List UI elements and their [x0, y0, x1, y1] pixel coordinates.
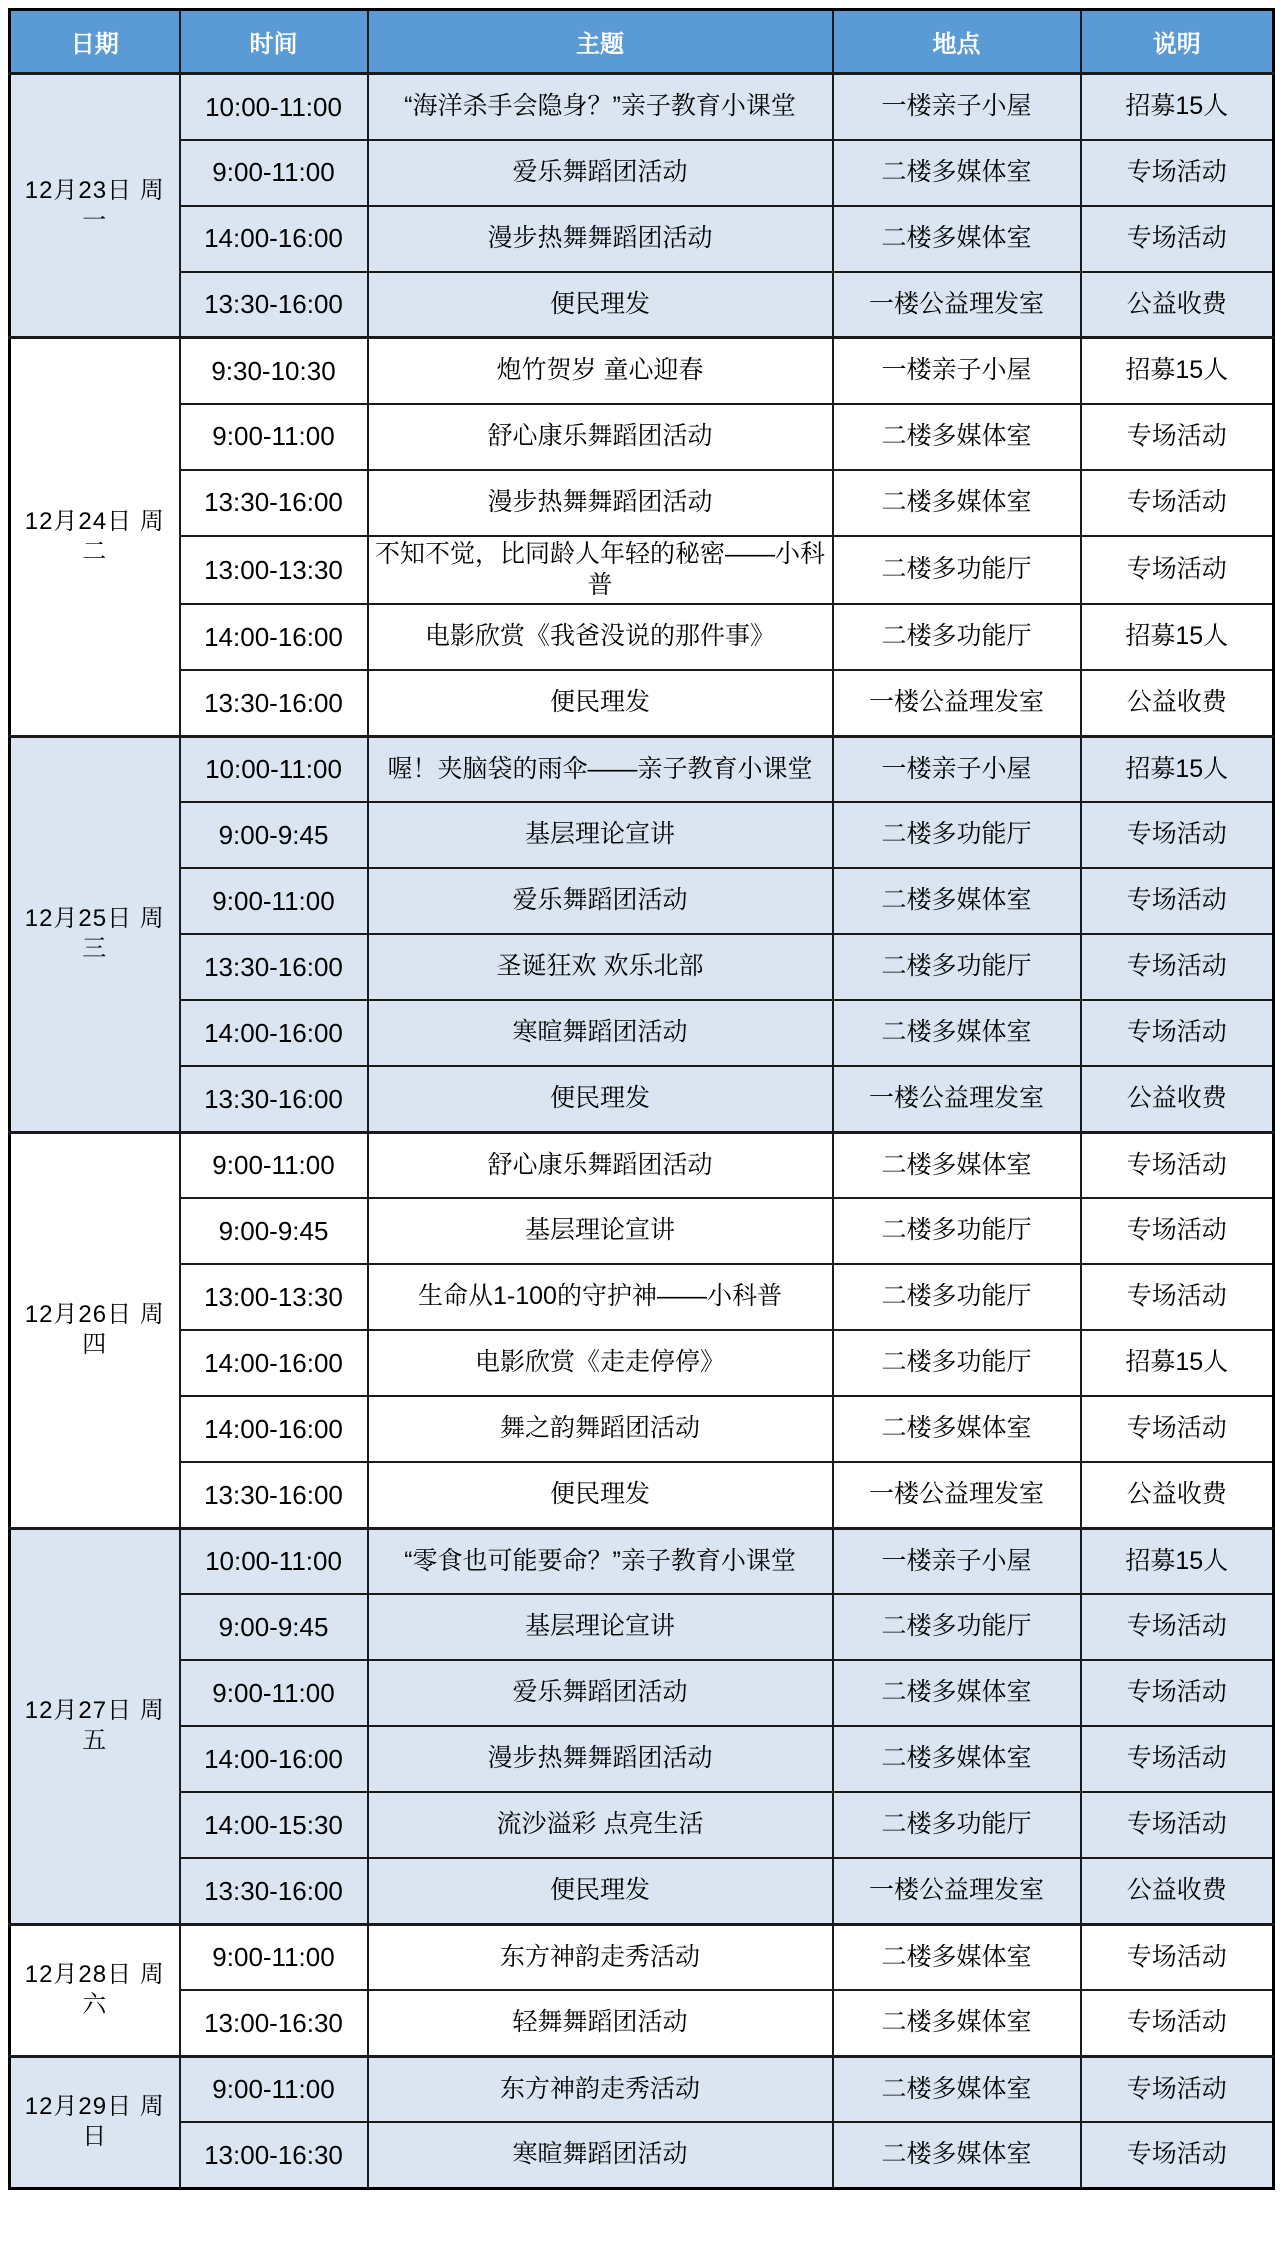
note-cell: 招募15人 [1081, 338, 1274, 404]
topic-cell: 基层理论宣讲 [368, 802, 833, 868]
location-cell: 二楼多媒体室 [833, 1924, 1081, 1990]
time-cell: 13:30-16:00 [180, 934, 368, 1000]
date-cell: 12月29日 周日 [10, 2056, 180, 2188]
note-cell: 专场活动 [1081, 934, 1274, 1000]
topic-cell: 轻舞舞蹈团活动 [368, 1990, 833, 2056]
time-cell: 13:00-13:30 [180, 536, 368, 605]
location-cell: 一楼公益理发室 [833, 1462, 1081, 1528]
time-cell: 9:00-11:00 [180, 1132, 368, 1198]
table-row [10, 1594, 1274, 1660]
time-cell: 9:00-9:45 [180, 802, 368, 868]
table-row [10, 2122, 1274, 2188]
table-row [10, 1924, 1274, 1990]
table-row [10, 272, 1274, 338]
location-cell: 二楼多媒体室 [833, 2122, 1081, 2188]
note-cell: 专场活动 [1081, 2122, 1274, 2188]
time-cell: 9:00-9:45 [180, 1594, 368, 1660]
time-cell: 14:00-16:00 [180, 1726, 368, 1792]
topic-cell: 爱乐舞蹈团活动 [368, 1660, 833, 1726]
topic-cell: 爱乐舞蹈团活动 [368, 140, 833, 206]
table-row [10, 140, 1274, 206]
header-cell-location: 地点 [833, 10, 1081, 74]
note-cell: 招募15人 [1081, 1330, 1274, 1396]
note-cell: 专场活动 [1081, 2056, 1274, 2122]
note-cell: 专场活动 [1081, 404, 1274, 470]
location-cell: 一楼亲子小屋 [833, 74, 1081, 140]
time-cell: 13:30-16:00 [180, 670, 368, 736]
topic-cell: 便民理发 [368, 1066, 833, 1132]
time-cell: 13:30-16:00 [180, 470, 368, 536]
table-row [10, 736, 1274, 802]
topic-cell: 漫步热舞舞蹈团活动 [368, 206, 833, 272]
date-cell: 12月26日 周四 [10, 1132, 180, 1528]
note-cell: 公益收费 [1081, 1462, 1274, 1528]
time-cell: 13:30-16:00 [180, 1858, 368, 1924]
table-row [10, 1462, 1274, 1528]
table-row [10, 74, 1274, 140]
location-cell: 二楼多媒体室 [833, 2056, 1081, 2122]
topic-cell: 漫步热舞舞蹈团活动 [368, 1726, 833, 1792]
date-cell: 12月25日 周三 [10, 736, 180, 1132]
time-cell: 14:00-16:00 [180, 1396, 368, 1462]
topic-cell: 东方神韵走秀活动 [368, 2056, 833, 2122]
note-cell: 专场活动 [1081, 140, 1274, 206]
note-cell: 专场活动 [1081, 1198, 1274, 1264]
location-cell: 二楼多功能厅 [833, 1594, 1081, 1660]
note-cell: 专场活动 [1081, 1726, 1274, 1792]
note-cell: 专场活动 [1081, 1132, 1274, 1198]
topic-cell: 基层理论宣讲 [368, 1594, 833, 1660]
note-cell: 专场活动 [1081, 470, 1274, 536]
location-cell: 二楼多功能厅 [833, 536, 1081, 605]
topic-cell: 舒心康乐舞蹈团活动 [368, 404, 833, 470]
note-cell: 专场活动 [1081, 1924, 1274, 1990]
topic-cell: 喔！夹脑袋的雨伞——亲子教育小课堂 [368, 736, 833, 802]
time-cell: 14:00-15:30 [180, 1792, 368, 1858]
time-cell: 13:30-16:00 [180, 1066, 368, 1132]
time-cell: 9:00-9:45 [180, 1198, 368, 1264]
topic-cell: 圣诞狂欢 欢乐北部 [368, 934, 833, 1000]
time-cell: 9:00-11:00 [180, 1924, 368, 1990]
location-cell: 一楼亲子小屋 [833, 338, 1081, 404]
table-row [10, 670, 1274, 736]
table-row [10, 1660, 1274, 1726]
location-cell: 一楼亲子小屋 [833, 1528, 1081, 1594]
location-cell: 一楼公益理发室 [833, 1858, 1081, 1924]
location-cell: 二楼多媒体室 [833, 1132, 1081, 1198]
table-row [10, 1792, 1274, 1858]
table-row [10, 2056, 1274, 2122]
topic-cell: 便民理发 [368, 1858, 833, 1924]
note-cell: 专场活动 [1081, 206, 1274, 272]
table-row [10, 1000, 1274, 1066]
topic-cell: 寒暄舞蹈团活动 [368, 1000, 833, 1066]
time-cell: 14:00-16:00 [180, 1000, 368, 1066]
table-row [10, 338, 1274, 404]
note-cell: 招募15人 [1081, 736, 1274, 802]
topic-cell: 电影欣赏《我爸没说的那件事》 [368, 604, 833, 670]
table-row [10, 1330, 1274, 1396]
location-cell: 一楼公益理发室 [833, 1066, 1081, 1132]
topic-cell: 漫步热舞舞蹈团活动 [368, 470, 833, 536]
note-cell: 招募15人 [1081, 604, 1274, 670]
note-cell: 专场活动 [1081, 868, 1274, 934]
schedule-table-body [10, 74, 1274, 2189]
note-cell: 招募15人 [1081, 1528, 1274, 1594]
table-row [10, 934, 1274, 1000]
time-cell: 13:30-16:00 [180, 1462, 368, 1528]
topic-cell: 爱乐舞蹈团活动 [368, 868, 833, 934]
table-row [10, 1198, 1274, 1264]
date-cell: 12月23日 周一 [10, 74, 180, 338]
topic-cell: 流沙溢彩 点亮生活 [368, 1792, 833, 1858]
topic-cell: 便民理发 [368, 272, 833, 338]
table-row [10, 1132, 1274, 1198]
note-cell: 专场活动 [1081, 802, 1274, 868]
header-cell-time: 时间 [180, 10, 368, 74]
location-cell: 二楼多功能厅 [833, 1792, 1081, 1858]
location-cell: 一楼公益理发室 [833, 670, 1081, 736]
table-row [10, 1066, 1274, 1132]
location-cell: 二楼多功能厅 [833, 802, 1081, 868]
location-cell: 二楼多功能厅 [833, 1198, 1081, 1264]
location-cell: 一楼亲子小屋 [833, 736, 1081, 802]
time-cell: 9:00-11:00 [180, 2056, 368, 2122]
note-cell: 专场活动 [1081, 1264, 1274, 1330]
table-row [10, 206, 1274, 272]
location-cell: 二楼多功能厅 [833, 604, 1081, 670]
location-cell: 二楼多功能厅 [833, 1330, 1081, 1396]
location-cell: 二楼多媒体室 [833, 470, 1081, 536]
location-cell: 二楼多功能厅 [833, 934, 1081, 1000]
time-cell: 13:00-16:30 [180, 1990, 368, 2056]
time-cell: 9:30-10:30 [180, 338, 368, 404]
topic-cell: “零食也可能要命？”亲子教育小课堂 [368, 1528, 833, 1594]
topic-cell: 不知不觉，比同龄人年轻的秘密——小科普 [368, 536, 833, 605]
table-row [10, 1990, 1274, 2056]
header-cell-topic: 主题 [368, 10, 833, 74]
note-cell: 专场活动 [1081, 1594, 1274, 1660]
note-cell: 公益收费 [1081, 670, 1274, 736]
note-cell: 专场活动 [1081, 536, 1274, 605]
time-cell: 9:00-11:00 [180, 1660, 368, 1726]
note-cell: 专场活动 [1081, 1000, 1274, 1066]
topic-cell: 电影欣赏《走走停停》 [368, 1330, 833, 1396]
time-cell: 13:30-16:00 [180, 272, 368, 338]
time-cell: 9:00-11:00 [180, 404, 368, 470]
time-cell: 9:00-11:00 [180, 868, 368, 934]
note-cell: 公益收费 [1081, 272, 1274, 338]
location-cell: 二楼多媒体室 [833, 1990, 1081, 2056]
table-row [10, 1264, 1274, 1330]
location-cell: 二楼多媒体室 [833, 868, 1081, 934]
note-cell: 专场活动 [1081, 1660, 1274, 1726]
location-cell: 一楼公益理发室 [833, 272, 1081, 338]
topic-cell: 寒暄舞蹈团活动 [368, 2122, 833, 2188]
table-row [10, 536, 1274, 605]
location-cell: 二楼多媒体室 [833, 1660, 1081, 1726]
topic-cell: 舒心康乐舞蹈团活动 [368, 1132, 833, 1198]
time-cell: 13:00-13:30 [180, 1264, 368, 1330]
time-cell: 13:00-16:30 [180, 2122, 368, 2188]
time-cell: 14:00-16:00 [180, 1330, 368, 1396]
table-row [10, 1858, 1274, 1924]
location-cell: 二楼多媒体室 [833, 1000, 1081, 1066]
note-cell: 专场活动 [1081, 1990, 1274, 2056]
topic-cell: 生命从1-100的守护神——小科普 [368, 1264, 833, 1330]
note-cell: 招募15人 [1081, 74, 1274, 140]
header-cell-date: 日期 [10, 10, 180, 74]
topic-cell: 炮竹贺岁 童心迎春 [368, 338, 833, 404]
time-cell: 10:00-11:00 [180, 1528, 368, 1594]
location-cell: 二楼多功能厅 [833, 1264, 1081, 1330]
date-cell: 12月24日 周二 [10, 338, 180, 737]
location-cell: 二楼多媒体室 [833, 140, 1081, 206]
topic-cell: “海洋杀手会隐身？”亲子教育小课堂 [368, 74, 833, 140]
table-row [10, 1726, 1274, 1792]
table-row [10, 1528, 1274, 1594]
note-cell: 专场活动 [1081, 1792, 1274, 1858]
topic-cell: 基层理论宣讲 [368, 1198, 833, 1264]
note-cell: 专场活动 [1081, 1396, 1274, 1462]
time-cell: 14:00-16:00 [180, 206, 368, 272]
note-cell: 公益收费 [1081, 1066, 1274, 1132]
table-row [10, 404, 1274, 470]
time-cell: 14:00-16:00 [180, 604, 368, 670]
topic-cell: 便民理发 [368, 1462, 833, 1528]
topic-cell: 东方神韵走秀活动 [368, 1924, 833, 1990]
location-cell: 二楼多媒体室 [833, 1396, 1081, 1462]
table-row [10, 802, 1274, 868]
location-cell: 二楼多媒体室 [833, 1726, 1081, 1792]
note-cell: 公益收费 [1081, 1858, 1274, 1924]
time-cell: 9:00-11:00 [180, 140, 368, 206]
topic-cell: 便民理发 [368, 670, 833, 736]
header-row [10, 10, 1274, 74]
table-row [10, 604, 1274, 670]
location-cell: 二楼多媒体室 [833, 404, 1081, 470]
topic-cell: 舞之韵舞蹈团活动 [368, 1396, 833, 1462]
table-row [10, 868, 1274, 934]
time-cell: 10:00-11:00 [180, 736, 368, 802]
location-cell: 二楼多媒体室 [833, 206, 1081, 272]
date-cell: 12月28日 周六 [10, 1924, 180, 2056]
date-cell: 12月27日 周五 [10, 1528, 180, 1924]
schedule-table [8, 8, 1275, 2190]
header-cell-note: 说明 [1081, 10, 1274, 74]
time-cell: 10:00-11:00 [180, 74, 368, 140]
table-row [10, 470, 1274, 536]
table-row [10, 1396, 1274, 1462]
